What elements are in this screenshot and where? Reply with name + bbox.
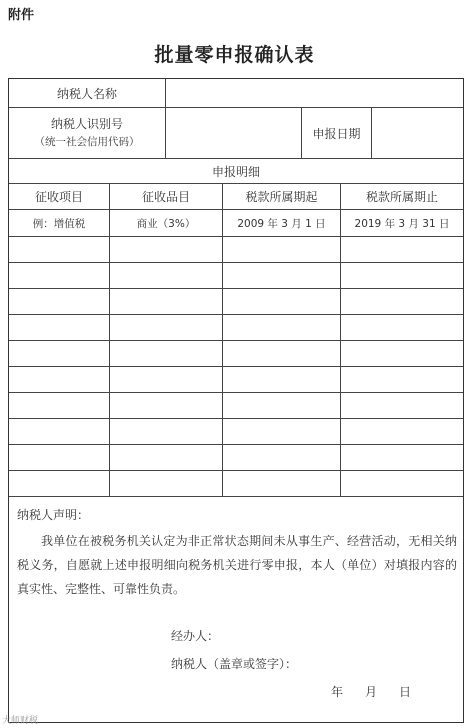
declaration-text: 我单位在被税务机关认定为非正常状态期间未从事生产、经营活动，无相关纳税义务，自愿就上述申报明细向税务机关进行零申报，本人（单位）对填报内容的真实性、完整性、可靠性负责。 [17,534,457,596]
example-period-start: 2009 年 3 月 1 日 [237,217,326,230]
date-day-label: 日 [399,685,412,699]
taxpayer-id-field[interactable] [166,108,301,158]
column-header-period-end: 税款所属期止 [365,190,438,204]
example-tax-item: 例：增值税 [32,217,86,230]
table-row[interactable] [9,289,463,314]
taxpayer-name-field[interactable] [166,79,463,107]
declaration-heading: 纳税人声明： [17,508,90,522]
taxpayer-id-label: 纳税人识别号 [50,117,123,131]
example-tax-category: 商业（3%） [136,217,196,230]
table-row[interactable] [9,263,463,288]
table-row[interactable] [9,237,463,262]
table-row[interactable] [9,341,463,366]
watermark: 大师财税 [2,716,39,726]
table-row[interactable] [9,419,463,444]
table-row[interactable] [9,367,463,392]
table-row[interactable] [9,471,463,496]
column-header-period-start: 税款所属期起 [245,190,318,204]
page-title: 批量零申报确认表 [154,44,315,66]
confirmation-form [8,78,464,723]
attachment-label: 附件 [8,8,35,23]
taxpayer-id-label-group [9,108,165,158]
credit-code-note: （统一社会信用代码） [34,136,140,148]
example-period-end: 2019 年 3 月 31 日 [354,217,450,230]
declare-date-field[interactable] [372,108,463,158]
date-month-label: 月 [365,685,378,699]
column-header-tax-category: 征收品目 [141,190,190,204]
details-section-label: 申报明细 [211,164,260,179]
table-row[interactable] [9,315,463,340]
table-row[interactable] [9,393,463,418]
table-row[interactable] [9,445,463,470]
taxpayer-name-label: 纳税人名称 [56,86,117,101]
declare-date-label: 申报日期 [312,126,361,141]
taxpayer-signature-label: 纳税人（盖章或签字）： [171,657,298,671]
declaration-block [17,503,457,601]
handler-label: 经办人： [171,629,220,643]
column-header-tax-item: 征收项目 [34,190,83,204]
date-year-label: 年 [331,685,344,699]
